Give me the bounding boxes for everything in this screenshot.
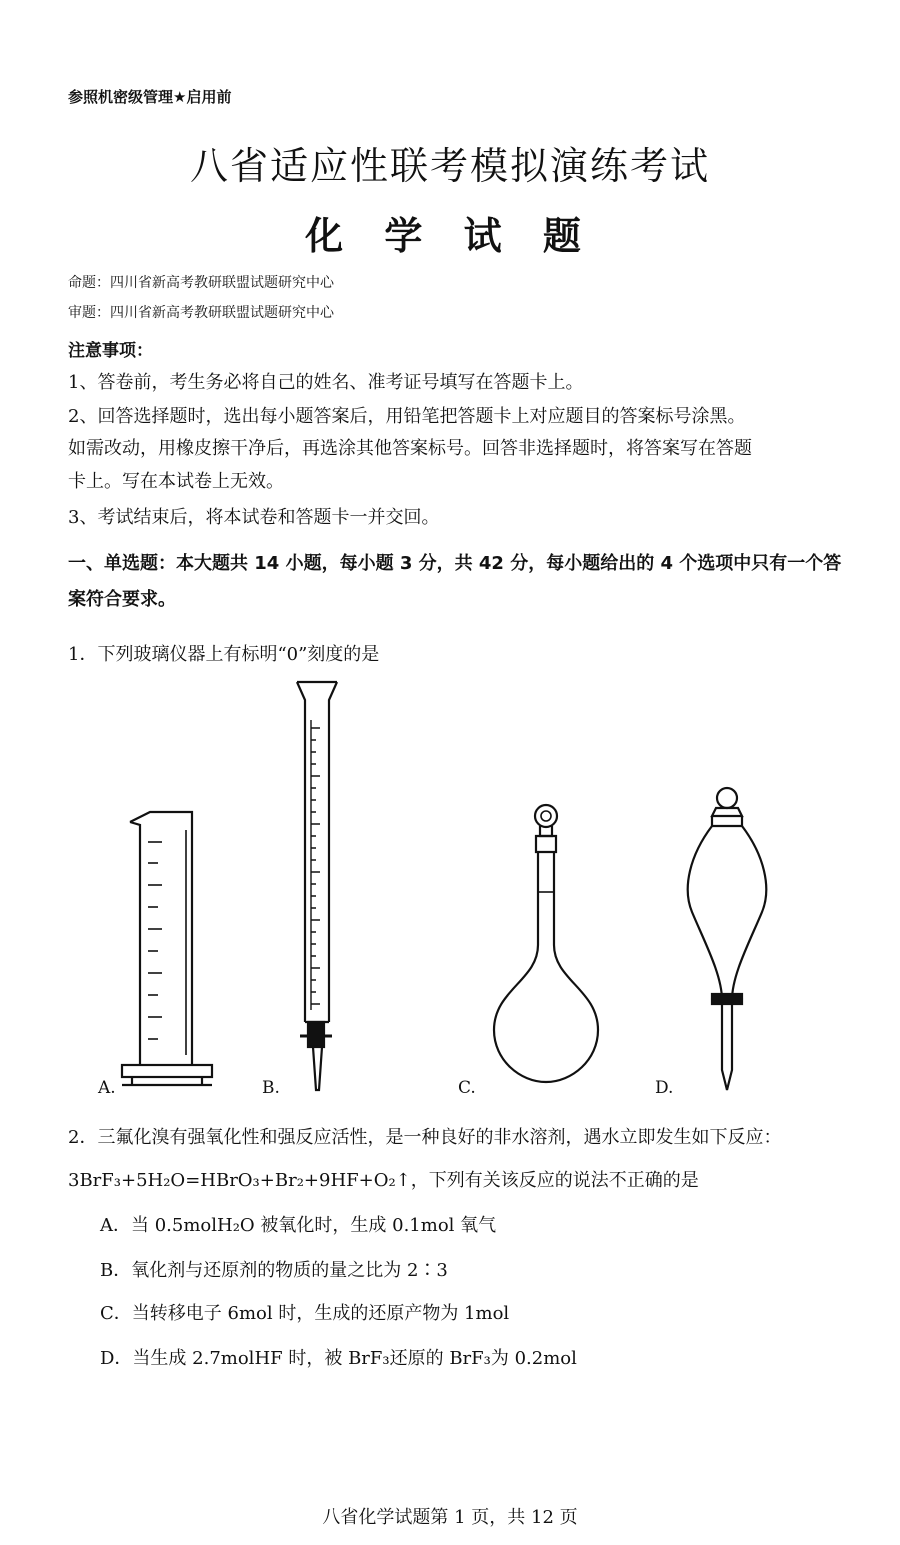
page-footer: 八省化学试题第 1 页，共 12 页 (322, 1507, 578, 1528)
proposer-line: 命题：四川省新高考教研联盟试题研究中心 (68, 275, 334, 291)
notice-item-3: 3、考试结束后，将本试卷和答题卡一并交回。 (68, 507, 440, 528)
question-2-option-c: C．当转移电子 6mol 时，生成的还原产物为 1mol (100, 1303, 510, 1324)
volumetric-flask-icon (494, 805, 598, 1082)
question-2-stem-line-1: 2．三氟化溴有强氧化性和强反应活性，是一种良好的非水溶剂，遇水立即发生如下反应： (68, 1127, 782, 1148)
question-2-option-a: A．当 0.5molH₂O 被氧化时，生成 0.1mol 氧气 (100, 1215, 497, 1236)
question-2-option-b: B．氧化剂与还原剂的物质的量之比为 2∶3 (100, 1260, 448, 1281)
graduated-cylinder-icon (122, 812, 212, 1085)
notice-item-2-line-3: 卡上。写在本试卷上无效。 (68, 471, 284, 492)
option-d-label: D. (655, 1078, 674, 1098)
notice-item-1: 1、答卷前，考生务必将自己的姓名、准考证号填写在答题卡上。 (68, 372, 584, 393)
section-heading: 一、单选题：本大题共 14 小题，每小题 3 分，共 42 分，每小题给出的 4 个选项中只有一个答案符合要求。 (68, 553, 842, 610)
option-b-label: B. (262, 1078, 280, 1098)
option-a-label: A. (98, 1078, 116, 1098)
notice-item-2-line-2: 如需改动，用橡皮擦干净后，再选涂其他答案标号。回答非选择题时，将答案写在答题 (68, 438, 752, 459)
question-1-stem: 1．下列玻璃仪器上有标明“0”刻度的是 (68, 644, 380, 665)
exam-title: 八省适应性联考模拟演练考试 (189, 144, 710, 188)
subject-title: 化 学 试 题 (305, 213, 595, 258)
notice-item-2-line-1: 2、回答选择题时，选出每小题答案后，用铅笔把答题卡上对应题目的答案标号涂黑。 (68, 406, 746, 427)
reviewer-line: 审题：四川省新高考教研联盟试题研究中心 (68, 305, 334, 321)
option-c-label: C. (458, 1078, 476, 1098)
separatory-funnel-icon (688, 788, 767, 1090)
confidentiality-note: 参照机密级管理★启用前 (68, 88, 232, 106)
burette-icon (297, 682, 337, 1090)
question-2-option-d: D．当生成 2.7molHF 时，被 BrF₃还原的 BrF₃为 0.2mol (100, 1348, 577, 1369)
apparatus-figure (0, 660, 900, 1105)
notice-heading: 注意事项： (68, 341, 153, 361)
question-2-stem-line-2: 3BrF₃+5H₂O=HBrO₃+Br₂+9HF+O₂↑，下列有关该反应的说法不正确的是 (68, 1170, 699, 1191)
